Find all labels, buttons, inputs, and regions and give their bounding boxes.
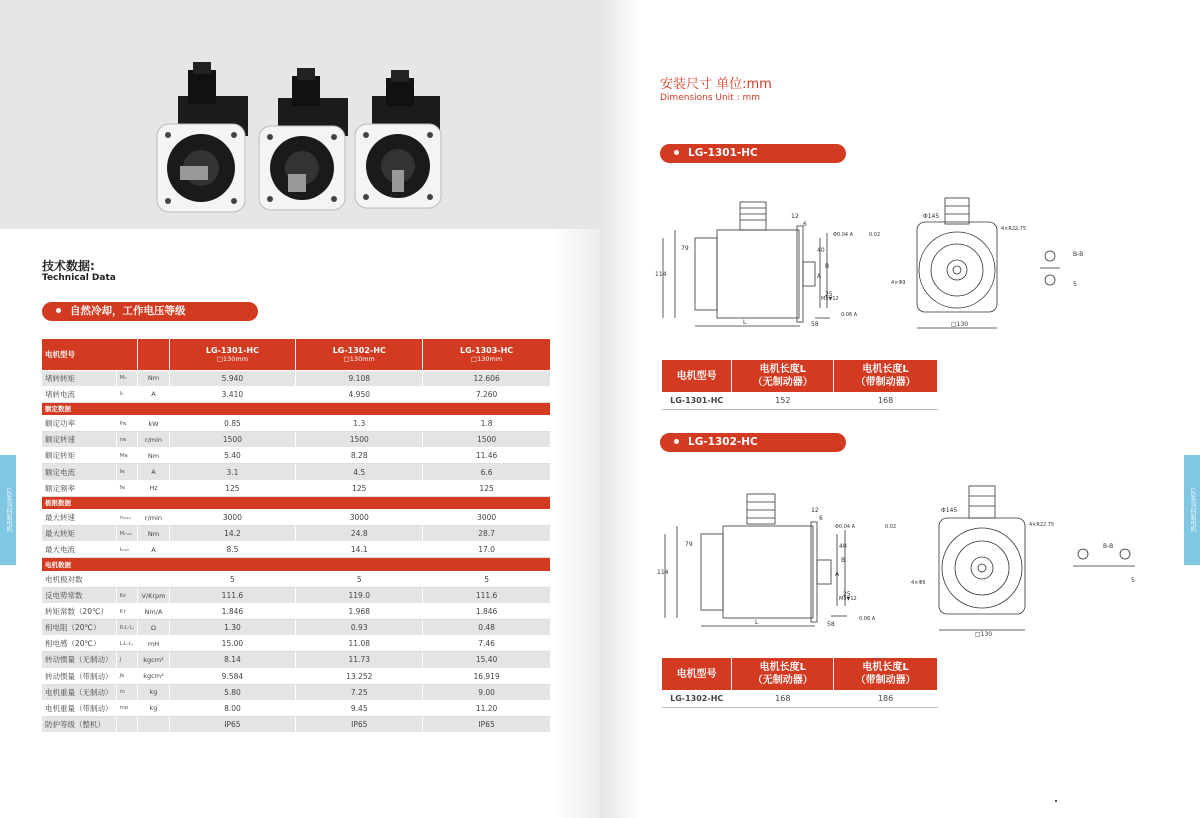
spec-symbol: M₀ [116,370,138,386]
spec-label: 额定转矩 [42,448,116,464]
spec-row [42,652,551,668]
spec-row [42,716,551,732]
spec-label: 相电阻（20℃） [42,620,116,636]
spec-value-1: 5 [169,571,296,587]
dim-label-130: □130 [975,631,993,638]
model-banner-1302-label: LG-1302-HC [688,436,758,448]
dim-label-58: 58 [827,621,835,628]
col-no-brake [732,360,834,392]
spec-symbol: Iɴ [116,464,138,480]
dim-label-114: 114 [655,271,667,278]
spec-unit: A [138,542,169,558]
length-table-header [662,658,938,690]
spec-value-1: 5.40 [169,448,296,464]
length-table-1301 [662,360,938,410]
col-brake-l1: 电机长度L [862,364,909,375]
model-size-3: □130mm [470,354,503,363]
spec-label: 额定频率 [42,480,116,496]
spec-value-1: 1.30 [169,620,296,636]
spec-group-row [42,496,551,510]
spec-unit: Hz [138,480,169,496]
dim-label-A: A [835,571,840,578]
spec-symbol: Iₘₐₓ [116,542,138,558]
length-model: LG-1301-HC [662,392,732,409]
spec-label: 电机极对数 [42,571,116,587]
dim-label-tol1: Φ0.04 A [833,232,854,238]
spec-label: 相电感（20℃） [42,636,116,652]
spec-unit: kW [138,416,169,432]
spec-value-2: IP65 [296,716,423,732]
col-brake [834,658,938,690]
spec-symbol: Kᴇ [116,588,138,604]
model-banner-1301 [660,144,846,163]
dim-label-bb: B-B [1103,543,1114,550]
length-model: LG-1302-HC [662,690,732,707]
spec-value-3: 111.6 [423,588,551,604]
spec-value-1: 9.584 [169,668,296,684]
spec-unit: mH [138,636,169,652]
spec-unit: Nm [138,370,169,386]
spec-label: 堵转转矩 [42,370,116,386]
dim-label-phi145: Φ145 [923,213,940,220]
spec-symbol: mʙ [116,700,138,716]
dim-label-6: 6 [819,515,823,522]
spec-value-3: 11.46 [423,448,551,464]
spec-row [42,526,551,542]
motor-photo [0,0,600,229]
spec-value-2: 4.5 [296,464,423,480]
spec-row [42,510,551,526]
dim-label-6: 6 [803,221,807,228]
spec-value-3: 9.00 [423,684,551,700]
spec-value-1: 8.5 [169,542,296,558]
dim-label-5: 5 [1131,577,1135,584]
spec-value-2: 14.1 [296,542,423,558]
spec-value-3: 3000 [423,510,551,526]
spec-unit: r/min [138,510,169,526]
spec-value-2: 3000 [296,510,423,526]
model-name-3: LG-1303-HC [460,345,514,355]
length-table-row [662,690,938,707]
side-view-outline [665,494,847,626]
dimension-drawing-1301 [655,178,1085,338]
cooling-banner [42,302,258,336]
spec-row [42,588,551,604]
spec-value-2: 1.968 [296,604,423,620]
spec-unit: A [138,464,169,480]
col-no-brake-l2: （无制动器） [752,377,813,388]
spec-value-1: 8.14 [169,652,296,668]
spec-value-3: 125 [423,480,551,496]
spec-value-1: 14.2 [169,526,296,542]
spec-unit: A [138,386,169,402]
dim-label-5: 5 [1073,281,1077,288]
spec-value-1: 1500 [169,432,296,448]
tech-subtitle: Technical Data [42,273,116,283]
spec-symbol: Pɴ [116,416,138,432]
spec-label: 额定转速 [42,432,116,448]
spec-symbol: nₘₐₓ [116,510,138,526]
bullet-icon [674,439,679,444]
spec-header-row [42,339,551,370]
model-size-1: □130mm [216,354,249,363]
dim-label-r2275: 4×R22.75 [1001,226,1027,232]
col-no-brake-l1: 电机长度L [759,662,806,673]
spec-symbol [116,716,138,732]
spec-value-3: IP65 [423,716,551,732]
spec-group-label: 电机数据 [42,558,551,572]
spec-header-model-2 [296,339,423,370]
spec-value-1: 3000 [169,510,296,526]
dim-label-B: B [841,557,846,564]
model-name-2: LG-1302-HC [332,345,386,355]
spec-unit: Nm [138,448,169,464]
spec-value-3: 1.846 [423,604,551,620]
spec-row [42,416,551,432]
dim-label-114: 114 [657,569,669,576]
dim-label-tol1: Φ0.04 A [835,524,856,530]
spec-value-2: 125 [296,480,423,496]
spec-row [42,370,551,386]
spec-value-3: 5 [423,571,551,587]
col-model: 电机型号 [662,360,732,392]
spec-value-3: 1.8 [423,416,551,432]
spec-row [42,604,551,620]
spec-row [42,668,551,684]
dim-label-tol2: 0.02 [869,232,881,238]
spec-value-2: 1.3 [296,416,423,432]
spec-value-2: 9.45 [296,700,423,716]
spec-value-1: 3.1 [169,464,296,480]
spec-group-label: 额定数据 [42,402,551,416]
spec-value-2: 24.8 [296,526,423,542]
spec-value-2: 13.252 [296,668,423,684]
spec-value-3: 7.260 [423,386,551,402]
spec-value-2: 1500 [296,432,423,448]
dim-label-79: 79 [681,245,689,252]
motor-image-1 [157,62,248,212]
spec-value-1: 5.80 [169,684,296,700]
spec-row [42,571,551,587]
spec-value-1: 125 [169,480,296,496]
dim-label-B: B [825,263,830,270]
spec-unit: kg [138,684,169,700]
dimensions-subtitle: Dimensions Unit : mm [660,93,760,103]
spec-value-2: 8.28 [296,448,423,464]
spec-label: 转矩常数（20℃） [42,604,116,620]
col-brake [834,360,938,392]
spec-unit: kgcm² [138,668,169,684]
spec-value-3: 28.7 [423,526,551,542]
spec-value-3: 6.6 [423,464,551,480]
spec-unit: Ω [138,620,169,636]
cooling-banner-label: 自然冷却，工作电压等级380~480VAC [56,305,186,336]
spec-label: 堵转电流 [42,386,116,402]
dim-label-40: 40 [839,543,847,550]
spec-value-1: 5.940 [169,370,296,386]
spec-value-2: 7.25 [296,684,423,700]
col-brake-l2: （带制动器） [855,675,916,686]
spec-value-2: 119.0 [296,588,423,604]
spec-row [42,386,551,402]
spec-symbol: R₍L-L₎ [116,620,138,636]
spec-value-2: 0.93 [296,620,423,636]
dim-label-tol3: 0.06 A [841,312,858,318]
dim-label-phi9: 4×Φ9 [891,280,906,286]
spec-unit: kg [138,700,169,716]
bullet-icon [56,308,61,313]
dim-label-L: L [743,319,747,326]
spec-unit: Nm/A [138,604,169,620]
model-name-1: LG-1301-HC [205,345,259,355]
side-tab-left: LG系列伺服电机 [0,455,16,565]
dim-label-A: A [817,273,822,280]
spec-label: 反电势常数 [42,588,116,604]
length-brake: 186 [834,690,938,707]
spec-symbol: nɴ [116,432,138,448]
spec-group-row [42,558,551,572]
dim-label-m5: M5▼12 [821,296,839,302]
spec-value-1: 15.00 [169,636,296,652]
spec-unit: V/Krpm [138,588,169,604]
spec-symbol [116,571,138,587]
page-marker [1055,800,1057,802]
spec-value-1: 111.6 [169,588,296,604]
dim-label-L: L [755,619,759,626]
spec-group-row [42,402,551,416]
spec-label: 电机重量（带制动） [42,700,116,716]
dimension-drawing-1302 [655,470,1145,640]
side-tab-right: LG系列伺服电机 [1184,455,1200,565]
spec-value-2: 4.950 [296,386,423,402]
spec-row [42,464,551,480]
spec-value-1: 1.846 [169,604,296,620]
col-no-brake-l2: （无制动器） [752,675,813,686]
dim-label-40: 40 [817,247,825,254]
spec-value-3: 7.46 [423,636,551,652]
dim-label-tol3: 0.06 A [859,616,876,622]
spec-symbol: J [116,652,138,668]
spec-value-1: 0.85 [169,416,296,432]
bullet-icon [674,150,679,155]
motor-image-2 [259,68,348,210]
spec-value-2: 5 [296,571,423,587]
spec-row [42,448,551,464]
spec-unit: r/min [138,432,169,448]
col-no-brake [732,658,834,690]
spec-label: 电机重量（无制动） [42,684,116,700]
model-banner-1301-label: LG-1301-HC [688,147,758,159]
length-no-brake: 152 [732,392,834,409]
spec-value-3: 17.0 [423,542,551,558]
spec-value-3: 0.48 [423,620,551,636]
spec-label: 防护等级（整机） [42,716,116,732]
dim-label-79: 79 [685,541,693,548]
dim-label-130: □130 [951,321,969,328]
spec-value-1: 8.00 [169,700,296,716]
col-brake-l2: （带制动器） [855,377,916,388]
motor-image-3 [355,70,441,208]
spec-label: 最大电流 [42,542,116,558]
dim-label-58: 58 [811,321,819,328]
model-size-2: □130mm [343,354,375,363]
spec-symbol: I₀ [116,386,138,402]
spec-label: 最大转速 [42,510,116,526]
dim-label-tol2: 0.02 [885,524,897,530]
spec-value-1: 3.410 [169,386,296,402]
spec-value-3: 1500 [423,432,551,448]
spec-unit [138,571,169,587]
model-banner-1302 [660,433,846,452]
spec-label: 额定电流 [42,464,116,480]
spec-symbol: Mɴ [116,448,138,464]
spec-unit: Nm [138,526,169,542]
col-brake-l1: 电机长度L [862,662,909,673]
dim-label-bb: B-B [1073,251,1084,258]
dim-label-r2275: 4×R22.75 [1029,522,1055,528]
length-table-row [662,392,938,409]
page-shade-right [600,0,640,818]
dim-label-25: 25 [825,291,833,298]
length-table-header [662,360,938,392]
spec-row [42,636,551,652]
spec-value-3: 15.40 [423,652,551,668]
spec-label: 最大转矩 [42,526,116,542]
spec-header-model-3 [423,339,551,370]
spec-label: 转动惯量（无制动） [42,652,116,668]
spec-row [42,684,551,700]
spec-row [42,542,551,558]
spec-symbol: Mₘₐₓ [116,526,138,542]
spec-value-2: 11.08 [296,636,423,652]
spec-symbol: Kᴛ [116,604,138,620]
dim-label-12: 12 [811,507,819,514]
dimensions-title: 安装尺寸 单位:mm [660,77,772,92]
spec-label: 转动惯量（带制动） [42,668,116,684]
spec-symbol: L₍L-L₎ [116,636,138,652]
col-model: 电机型号 [662,658,732,690]
col-no-brake-l1: 电机长度L [759,364,806,375]
spec-value-2: 11.73 [296,652,423,668]
spec-group-label: 极限数据 [42,496,551,510]
spec-label: 额定功率 [42,416,116,432]
length-no-brake: 168 [732,690,834,707]
spec-value-3: 16.919 [423,668,551,684]
length-table-1302 [662,658,938,708]
spec-value-2: 9.108 [296,370,423,386]
spec-symbol: Jʙ [116,668,138,684]
length-brake: 168 [834,392,938,409]
spec-unit: kgcm² [138,652,169,668]
spec-header-blank [138,339,169,370]
spec-value-3: 11.20 [423,700,551,716]
dim-label-m5: M5▼12 [839,596,857,602]
spec-value-1: IP65 [169,716,296,732]
front-view-outline [939,486,1135,630]
spec-table-body [42,339,551,732]
tech-title: 技术数据: [42,259,95,273]
dim-label-12: 12 [791,213,799,220]
spec-header-model-1 [169,339,296,370]
spec-row [42,432,551,448]
spec-symbol: m [116,684,138,700]
product-photo-band [0,0,600,229]
dim-label-phi145: Φ145 [941,507,958,514]
spec-symbol: fɴ [116,480,138,496]
spec-row [42,620,551,636]
spec-table [42,339,551,733]
spec-value-3: 12.606 [423,370,551,386]
spec-header-label: 电机型号 [42,339,138,370]
spec-row [42,700,551,716]
spec-unit [138,716,169,732]
dim-label-25: 25 [843,591,851,598]
dim-label-phi9: 4×Φ9 [911,580,926,586]
spec-row [42,480,551,496]
